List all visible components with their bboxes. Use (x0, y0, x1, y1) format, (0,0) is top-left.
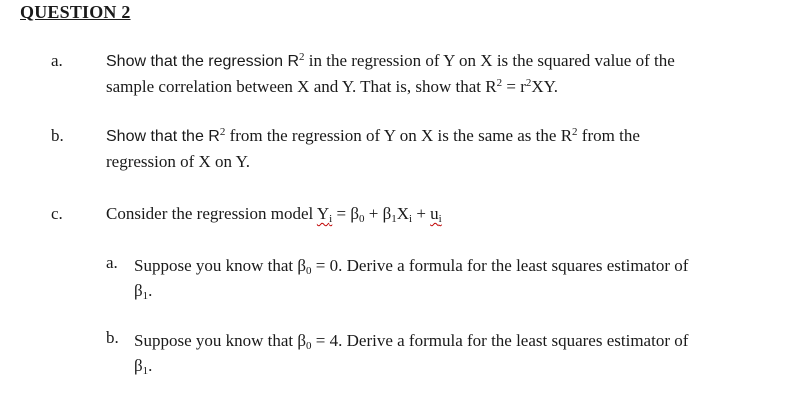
item-b-line1: Show that the $R^2$ from the regression of Y on X is the same as the $R^2$ from the (106, 126, 640, 145)
item-a-line2: sample correlation between X and Y. That is, show that $R^2 = r^2XY$. (106, 77, 558, 96)
subitem-b-marker: b. (106, 328, 119, 347)
subitem-a-line2: $\beta_1$. (134, 281, 153, 302)
subitem-b-line1: Suppose you know that $\beta_0 = 4$. Derive a formula for the least squares estimator of (134, 331, 689, 352)
item-b-line2: regression of X on Y. (106, 152, 251, 171)
item-a-line1: Show that the regression $R^2$ in the regression of Y on X is the squared value of the (106, 51, 675, 70)
subitem-a-marker: a. (106, 253, 118, 272)
item-a-marker: a. (51, 51, 63, 70)
question-title: QUESTION 2 (20, 2, 131, 22)
subitem-b-line2: $\beta_1$. (134, 356, 153, 377)
model-u-term: $u_i$ (430, 204, 442, 225)
item-a-text (106, 48, 774, 99)
item-b-text (106, 123, 774, 174)
item-b-marker: b. (51, 126, 64, 145)
model-y-term: $Y_i$ (316, 204, 333, 225)
subitem-b-text (134, 328, 774, 378)
subitem-a-line1: Suppose you know that $\beta_0 = 0$. Derive a formula for the least squares estimator of (134, 256, 689, 277)
subitem-a-text (134, 253, 774, 303)
item-c-text: Consider the regression model $Y_i = \beta_0 + \beta_1X_i + u_i$ (106, 204, 442, 225)
item-c-marker: c. (51, 204, 63, 223)
